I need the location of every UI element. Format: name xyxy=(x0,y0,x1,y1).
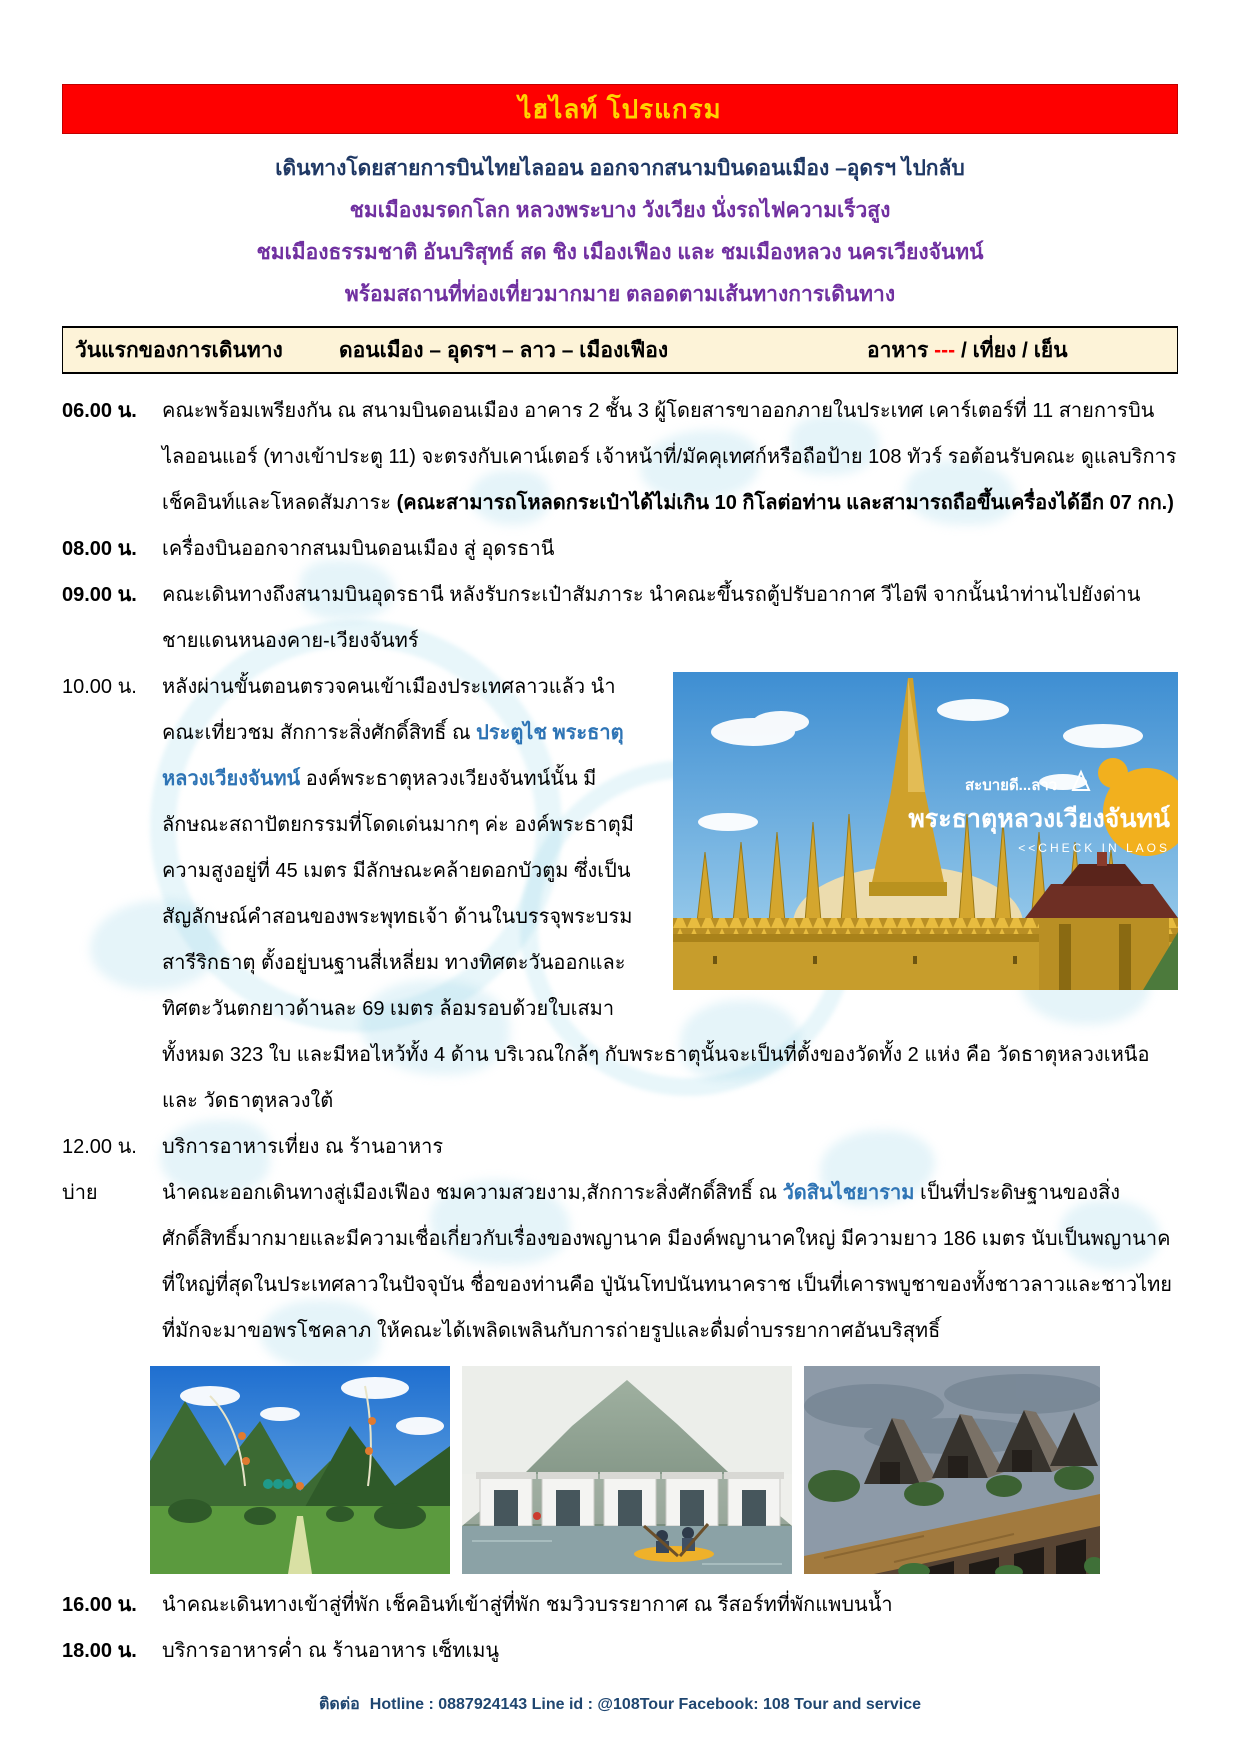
schedule-row-0800 xyxy=(62,526,1178,572)
schedule-row-0900 xyxy=(62,572,1178,664)
schedule xyxy=(62,388,1178,1674)
photo-garden-mountains xyxy=(150,1366,450,1574)
intro-summary xyxy=(62,148,1178,316)
schedule-text: คณะเดินทางถึงสนามบินอุดรธานี หลังรับกระเป๋าสัมภาระ นำคณะขึ้นรถตู้ปรับอากาศ วีไอพี จากนั้นนำท่านไปยังด่านชายแดนหนองคาย-เวียงจันทร์ xyxy=(162,584,1141,652)
intro-line-heritage: ชมเมืองมรดกโลก หลวงพระบาง วังเวียง นั่งรถไฟความเร็วสูง xyxy=(349,199,891,222)
temple-highlight: วัดสินไชยาราม xyxy=(782,1182,915,1204)
time-label: 08.00 น. xyxy=(62,538,137,560)
day-header-bar xyxy=(62,326,1178,374)
day-label: วันแรกของการเดินทาง xyxy=(75,338,283,362)
baggage-note: (คณะสามารถโหลดกระเป๋าได้ไม่เกิน 10 กิโลต่อท่าน และสามารถถือขึ้นเครื่องได้อีก 07 กก.) xyxy=(396,492,1174,514)
landmark-highlight: ประตูไช พระธาตุหลวงเวียงจันทน์ xyxy=(162,722,624,790)
caption-title: พระธาตุหลวงเวียงจันทน์ xyxy=(908,805,1170,833)
time-label: 12.00 น. xyxy=(62,1136,137,1158)
photo-aframe-cabins xyxy=(804,1366,1100,1574)
schedule-text: เครื่องบินออกจากสนมบินดอนเมือง สู่ อุดรธานี xyxy=(162,538,555,560)
intro-line-airline: เดินทางโดยสายการบินไทยไลออน ออกจากสนามบินดอนเมือง –อุดรฯ ไปกลับ xyxy=(275,157,965,180)
contact-label: ติดต่อ xyxy=(319,1696,360,1713)
contact-footer xyxy=(0,1692,1240,1717)
time-label: 06.00 น. xyxy=(62,400,137,422)
intro-line-nature: ชมเมืองธรรมชาติ อันบริสุทธ์ สด ชิง เมืองเฟือง และ ชมเมืองหลวง นครเวียงจันทน์ xyxy=(256,241,984,264)
time-label: 18.00 น. xyxy=(62,1640,137,1662)
photo-water-bungalows-kayak xyxy=(462,1366,792,1574)
time-label: บ่าย xyxy=(62,1182,98,1204)
photo-pha-that-luang xyxy=(673,672,1178,990)
time-label: 16.00 น. xyxy=(62,1594,137,1616)
time-label: 10.00 น. xyxy=(62,676,137,698)
page-title: ไฮไลท์ โปรแกรม xyxy=(518,93,722,124)
meal-breakfast-dashes: --- xyxy=(934,338,956,362)
highlight-banner xyxy=(62,84,1178,134)
schedule-row-1600 xyxy=(62,1582,1178,1628)
schedule-text: บริการอาหารค่ำ ณ ร้านอาหาร เซ็ทเมนู xyxy=(162,1640,500,1662)
schedule-row-1800 xyxy=(62,1628,1178,1674)
photo-strip xyxy=(150,1366,1178,1574)
schedule-text: นำคณะเดินทางเข้าสู่ที่พัก เช็คอินท์เข้าสู่ที่พัก ชมวิวบรรยากาศ ณ รีสอร์ทที่พักแพบนน้ำ xyxy=(162,1594,893,1616)
contact-details: Hotline : 0887924143 Line id : @108Tour Facebook: 108 Tour and service xyxy=(369,1696,921,1713)
schedule-text: คณะพร้อมเพรียงกัน ณ สนามบินดอนเมือง อาคาร 2 ชั้น 3 ผู้โดยสารขาออกภายในประเทศ เคาร์เตอร์ที่ 11 สายการบินไลออนแอร์ (ทางเข้าประตู 11) จะตรงกับเคาน์เตอร์ เจ้าหน้าที่/มัคคุเทศก์หรือถือป้าย 108 ทัวร์ รอต้อนรับคณะ ดูแลบริการเช็คอินท์และโหลดสัมภาระ (คณะสามารถโหลดกระเป๋าได้ไม่เกิน 10 กิโลต่อท่าน และสามารถถือขึ้นเครื่องได้อีก 07 กก.) xyxy=(162,400,1177,514)
intro-line-attractions: พร้อมสถานที่ท่องเที่ยวมากมาย ตลอดตามเส้นทางการเดินทาง xyxy=(344,283,896,306)
bungalows xyxy=(476,1472,784,1526)
time-label: 09.00 น. xyxy=(62,584,137,606)
schedule-text: สะบายดี...ลาว พระธาตุหลวงเวียงจันทน์ <<CHECK IN LAOS หลังผ่านขั้นตอนตรวจคนเข้าเมืองประเทศลาวแล้ว นำคณะเที่ยวชม สักการะสิ่งศักดิ์สิทธิ์ ณ ประตูไช พระธาตุหลวงเวียงจันทน์ องค์พระธาตุหลวงเวียงจันทน์นั้น มีลักษณะสถาปัตยกรรมที่โดดเด่นมากๆ ค่ะ องค์พระธาตุมีความสูงอยู่ที่ 45 เมตร มีลักษณะคล้ายดอกบัวตูม ซึ่งเป็นสัญลักษณ์คำสอนของพระพุทธเจ้า ด้านในบรรจุพระบรมสารีริกธาตุ ตั้งอยู่บนฐานสี่เหลี่ยม ทางทิศตะวันออกและทิศตะวันตกยาวด้านละ 69 เมตร ล้อมรอบด้วยใบเสมาทั้งหมด 323 ใบ และมีหอไหว้ทั้ง 4 ด้าน บริเวณใกล้ๆ กับพระธาตุนั้นจะเป็นที่ตั้งของวัดทั้ง 2 แห่ง คือ วัดธาตุหลวงเหนือ และ วัดธาตุหลวงใต้ xyxy=(162,664,1178,1124)
schedule-row-1000 xyxy=(62,664,1178,1124)
schedule-row-1200 xyxy=(62,1124,1178,1170)
route-label: ดอนเมือง – อุดรฯ – ลาว – เมืองเฟือง xyxy=(339,338,669,362)
caption-greeting: สะบายดี...ลาว xyxy=(965,777,1058,794)
schedule-text: บริการอาหารเที่ยง ณ ร้านอาหาร xyxy=(162,1136,444,1158)
schedule-row-afternoon xyxy=(62,1170,1178,1354)
meals-label: อาหาร --- / เที่ยง / เย็น xyxy=(867,338,1068,362)
schedule-text: นำคณะออกเดินทางสู่เมืองเฟือง ชมความสวยงาม,สักการะสิ่งศักดิ์สิทธิ์ ณ วัดสินไชยาราม เป็นที่ประดิษฐานของสิ่งศักดิ์สิทธิ์มากมายและมีความเชื่อเกี่ยวกับเรื่องของพญานาค มีองค์พญานาคใหญ่ มีความยาว 186 เมตร นับเป็นพญานาคที่ใหญ่ที่สุดในประเทศลาวในปัจจุบัน ชื่อของท่านคือ ปู่นันโทปนันทนาคราช เป็นที่เคารพบูชาของทั้งชาวลาวและชาวไทยที่มักจะมาขอพรโชคลาภ ให้คณะได้เพลิดเพลินกับการถ่ายรูปและดื่มด่ำบรรยากาศอันบริสุทธิ์ xyxy=(162,1182,1173,1342)
caption-subtitle: <<CHECK IN LAOS xyxy=(1018,841,1170,855)
schedule-row-0600 xyxy=(62,388,1178,526)
